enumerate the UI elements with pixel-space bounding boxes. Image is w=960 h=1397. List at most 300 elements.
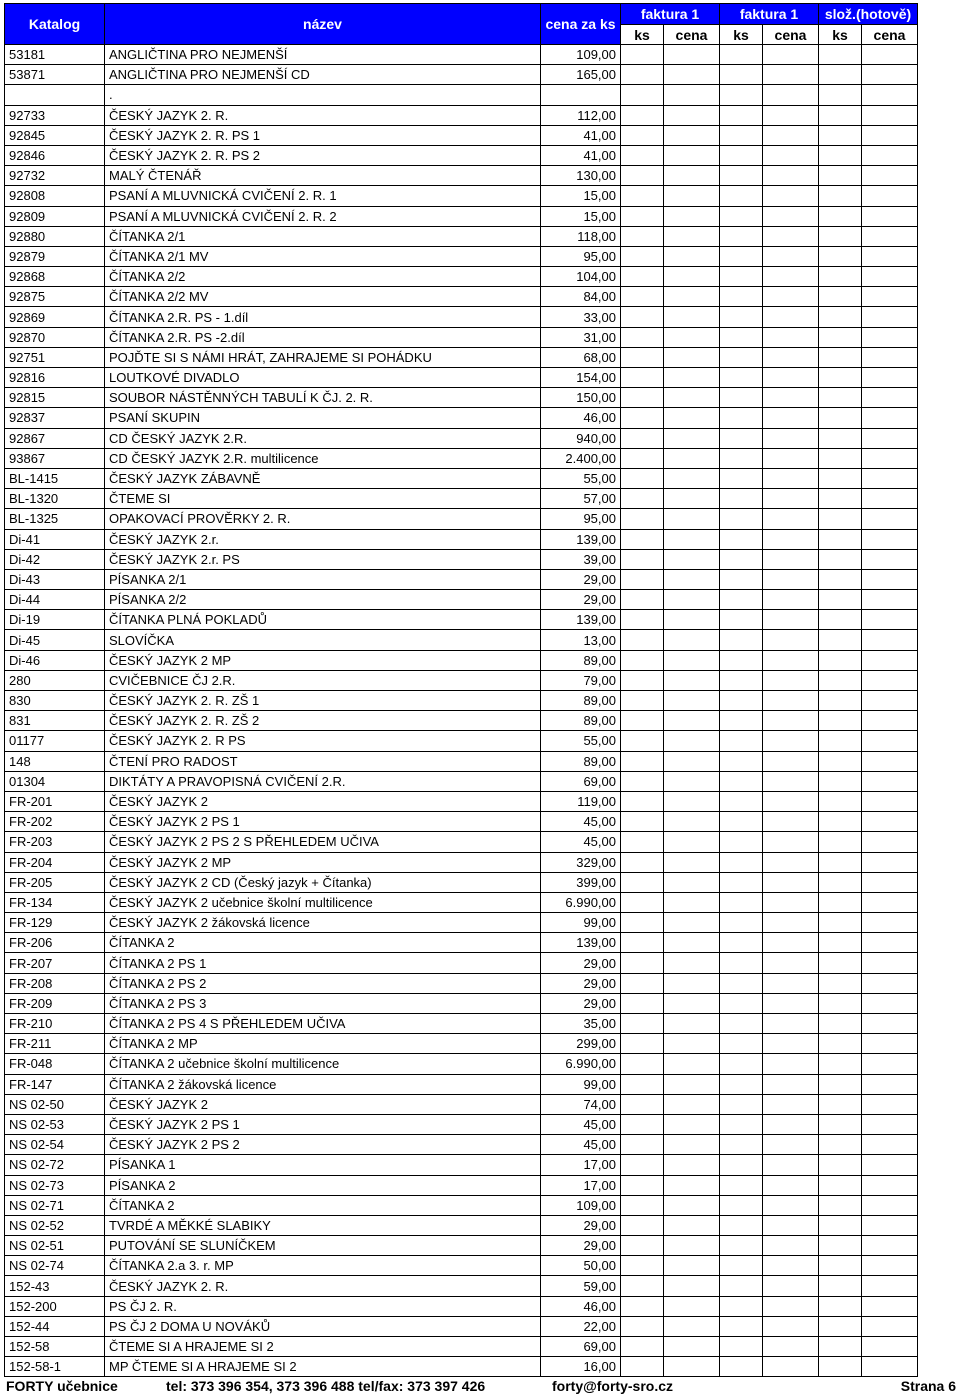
qty-cell[interactable] [621, 1054, 664, 1074]
amount-cell[interactable] [763, 489, 819, 509]
amount-cell[interactable] [664, 892, 720, 912]
amount-cell[interactable] [664, 953, 720, 973]
amount-cell[interactable] [763, 267, 819, 287]
amount-cell[interactable] [763, 408, 819, 428]
amount-cell[interactable] [763, 590, 819, 610]
amount-cell[interactable] [763, 1175, 819, 1195]
amount-cell[interactable] [763, 388, 819, 408]
amount-cell[interactable] [862, 751, 918, 771]
qty-cell[interactable] [720, 569, 763, 589]
amount-cell[interactable] [763, 832, 819, 852]
amount-cell[interactable] [862, 1357, 918, 1377]
amount-cell[interactable] [862, 610, 918, 630]
amount-cell[interactable] [862, 368, 918, 388]
amount-cell[interactable] [862, 1296, 918, 1316]
amount-cell[interactable] [763, 933, 819, 953]
qty-cell[interactable] [720, 287, 763, 307]
qty-cell[interactable] [819, 246, 862, 266]
qty-cell[interactable] [720, 65, 763, 85]
amount-cell[interactable] [862, 569, 918, 589]
amount-cell[interactable] [862, 973, 918, 993]
amount-cell[interactable] [664, 569, 720, 589]
qty-cell[interactable] [720, 630, 763, 650]
amount-cell[interactable] [763, 529, 819, 549]
qty-cell[interactable] [720, 388, 763, 408]
qty-cell[interactable] [819, 1074, 862, 1094]
qty-cell[interactable] [720, 246, 763, 266]
qty-cell[interactable] [720, 1074, 763, 1094]
amount-cell[interactable] [862, 388, 918, 408]
amount-cell[interactable] [763, 368, 819, 388]
amount-cell[interactable] [763, 428, 819, 448]
qty-cell[interactable] [819, 1256, 862, 1276]
qty-cell[interactable] [621, 771, 664, 791]
amount-cell[interactable] [763, 1135, 819, 1155]
amount-cell[interactable] [862, 993, 918, 1013]
qty-cell[interactable] [720, 1114, 763, 1134]
qty-cell[interactable] [621, 812, 664, 832]
qty-cell[interactable] [819, 287, 862, 307]
amount-cell[interactable] [763, 791, 819, 811]
amount-cell[interactable] [862, 287, 918, 307]
qty-cell[interactable] [720, 1094, 763, 1114]
qty-cell[interactable] [720, 1135, 763, 1155]
qty-cell[interactable] [621, 872, 664, 892]
qty-cell[interactable] [621, 691, 664, 711]
qty-cell[interactable] [621, 1296, 664, 1316]
qty-cell[interactable] [621, 852, 664, 872]
qty-cell[interactable] [720, 428, 763, 448]
amount-cell[interactable] [862, 852, 918, 872]
amount-cell[interactable] [664, 246, 720, 266]
amount-cell[interactable] [763, 206, 819, 226]
qty-cell[interactable] [621, 226, 664, 246]
amount-cell[interactable] [763, 751, 819, 771]
qty-cell[interactable] [621, 246, 664, 266]
amount-cell[interactable] [664, 105, 720, 125]
qty-cell[interactable] [720, 731, 763, 751]
amount-cell[interactable] [664, 670, 720, 690]
qty-cell[interactable] [819, 751, 862, 771]
amount-cell[interactable] [862, 953, 918, 973]
qty-cell[interactable] [819, 85, 862, 105]
amount-cell[interactable] [664, 791, 720, 811]
qty-cell[interactable] [621, 1074, 664, 1094]
qty-cell[interactable] [819, 933, 862, 953]
amount-cell[interactable] [862, 468, 918, 488]
qty-cell[interactable] [819, 1155, 862, 1175]
amount-cell[interactable] [664, 610, 720, 630]
qty-cell[interactable] [621, 1135, 664, 1155]
amount-cell[interactable] [664, 1296, 720, 1316]
qty-cell[interactable] [621, 569, 664, 589]
amount-cell[interactable] [862, 731, 918, 751]
amount-cell[interactable] [862, 933, 918, 953]
amount-cell[interactable] [664, 125, 720, 145]
amount-cell[interactable] [862, 549, 918, 569]
amount-cell[interactable] [862, 1337, 918, 1357]
amount-cell[interactable] [763, 246, 819, 266]
qty-cell[interactable] [819, 812, 862, 832]
qty-cell[interactable] [819, 973, 862, 993]
qty-cell[interactable] [720, 327, 763, 347]
amount-cell[interactable] [763, 852, 819, 872]
qty-cell[interactable] [621, 590, 664, 610]
amount-cell[interactable] [862, 1195, 918, 1215]
amount-cell[interactable] [763, 913, 819, 933]
amount-cell[interactable] [664, 1175, 720, 1195]
amount-cell[interactable] [862, 509, 918, 529]
amount-cell[interactable] [664, 993, 720, 1013]
qty-cell[interactable] [621, 145, 664, 165]
qty-cell[interactable] [621, 1094, 664, 1114]
qty-cell[interactable] [621, 468, 664, 488]
amount-cell[interactable] [862, 226, 918, 246]
amount-cell[interactable] [763, 872, 819, 892]
amount-cell[interactable] [763, 1316, 819, 1336]
qty-cell[interactable] [819, 1236, 862, 1256]
qty-cell[interactable] [720, 832, 763, 852]
amount-cell[interactable] [763, 1054, 819, 1074]
amount-cell[interactable] [763, 347, 819, 367]
qty-cell[interactable] [819, 448, 862, 468]
qty-cell[interactable] [720, 913, 763, 933]
amount-cell[interactable] [763, 1014, 819, 1034]
amount-cell[interactable] [862, 771, 918, 791]
amount-cell[interactable] [862, 670, 918, 690]
qty-cell[interactable] [720, 408, 763, 428]
qty-cell[interactable] [621, 1195, 664, 1215]
qty-cell[interactable] [720, 307, 763, 327]
amount-cell[interactable] [664, 1135, 720, 1155]
qty-cell[interactable] [819, 1296, 862, 1316]
qty-cell[interactable] [720, 549, 763, 569]
qty-cell[interactable] [819, 1034, 862, 1054]
amount-cell[interactable] [664, 812, 720, 832]
qty-cell[interactable] [720, 670, 763, 690]
amount-cell[interactable] [664, 388, 720, 408]
qty-cell[interactable] [621, 529, 664, 549]
qty-cell[interactable] [819, 327, 862, 347]
amount-cell[interactable] [862, 145, 918, 165]
amount-cell[interactable] [664, 1195, 720, 1215]
qty-cell[interactable] [621, 670, 664, 690]
qty-cell[interactable] [819, 166, 862, 186]
amount-cell[interactable] [664, 408, 720, 428]
qty-cell[interactable] [621, 448, 664, 468]
amount-cell[interactable] [763, 1256, 819, 1276]
amount-cell[interactable] [763, 1114, 819, 1134]
amount-cell[interactable] [664, 226, 720, 246]
qty-cell[interactable] [819, 65, 862, 85]
amount-cell[interactable] [862, 1054, 918, 1074]
amount-cell[interactable] [763, 892, 819, 912]
amount-cell[interactable] [763, 307, 819, 327]
qty-cell[interactable] [819, 852, 862, 872]
qty-cell[interactable] [819, 650, 862, 670]
amount-cell[interactable] [862, 1014, 918, 1034]
amount-cell[interactable] [862, 45, 918, 65]
qty-cell[interactable] [819, 509, 862, 529]
amount-cell[interactable] [862, 650, 918, 670]
qty-cell[interactable] [720, 852, 763, 872]
qty-cell[interactable] [621, 913, 664, 933]
amount-cell[interactable] [862, 65, 918, 85]
qty-cell[interactable] [819, 731, 862, 751]
qty-cell[interactable] [720, 1337, 763, 1357]
amount-cell[interactable] [763, 65, 819, 85]
amount-cell[interactable] [862, 1276, 918, 1296]
qty-cell[interactable] [720, 105, 763, 125]
amount-cell[interactable] [664, 1337, 720, 1357]
qty-cell[interactable] [720, 1296, 763, 1316]
amount-cell[interactable] [664, 186, 720, 206]
amount-cell[interactable] [763, 731, 819, 751]
qty-cell[interactable] [720, 711, 763, 731]
qty-cell[interactable] [621, 791, 664, 811]
qty-cell[interactable] [621, 1155, 664, 1175]
amount-cell[interactable] [862, 1215, 918, 1235]
qty-cell[interactable] [819, 1175, 862, 1195]
amount-cell[interactable] [664, 489, 720, 509]
amount-cell[interactable] [664, 1256, 720, 1276]
amount-cell[interactable] [664, 852, 720, 872]
qty-cell[interactable] [819, 1054, 862, 1074]
qty-cell[interactable] [621, 973, 664, 993]
amount-cell[interactable] [664, 872, 720, 892]
qty-cell[interactable] [621, 509, 664, 529]
amount-cell[interactable] [664, 287, 720, 307]
qty-cell[interactable] [720, 186, 763, 206]
amount-cell[interactable] [862, 630, 918, 650]
qty-cell[interactable] [720, 590, 763, 610]
amount-cell[interactable] [763, 1357, 819, 1377]
amount-cell[interactable] [664, 650, 720, 670]
amount-cell[interactable] [862, 85, 918, 105]
qty-cell[interactable] [720, 267, 763, 287]
qty-cell[interactable] [720, 1236, 763, 1256]
amount-cell[interactable] [664, 549, 720, 569]
amount-cell[interactable] [862, 166, 918, 186]
qty-cell[interactable] [621, 105, 664, 125]
amount-cell[interactable] [763, 1276, 819, 1296]
qty-cell[interactable] [819, 105, 862, 125]
qty-cell[interactable] [819, 892, 862, 912]
qty-cell[interactable] [621, 45, 664, 65]
amount-cell[interactable] [664, 85, 720, 105]
amount-cell[interactable] [664, 1155, 720, 1175]
amount-cell[interactable] [763, 1155, 819, 1175]
qty-cell[interactable] [621, 428, 664, 448]
amount-cell[interactable] [862, 1256, 918, 1276]
qty-cell[interactable] [819, 590, 862, 610]
qty-cell[interactable] [819, 267, 862, 287]
amount-cell[interactable] [664, 368, 720, 388]
qty-cell[interactable] [720, 226, 763, 246]
amount-cell[interactable] [763, 610, 819, 630]
amount-cell[interactable] [862, 812, 918, 832]
qty-cell[interactable] [621, 953, 664, 973]
amount-cell[interactable] [664, 711, 720, 731]
qty-cell[interactable] [720, 1276, 763, 1296]
qty-cell[interactable] [720, 751, 763, 771]
qty-cell[interactable] [819, 791, 862, 811]
amount-cell[interactable] [664, 913, 720, 933]
amount-cell[interactable] [664, 590, 720, 610]
qty-cell[interactable] [819, 226, 862, 246]
qty-cell[interactable] [819, 1215, 862, 1235]
qty-cell[interactable] [621, 1014, 664, 1034]
qty-cell[interactable] [720, 1175, 763, 1195]
amount-cell[interactable] [763, 711, 819, 731]
amount-cell[interactable] [664, 1034, 720, 1054]
amount-cell[interactable] [763, 650, 819, 670]
amount-cell[interactable] [664, 1094, 720, 1114]
amount-cell[interactable] [664, 267, 720, 287]
amount-cell[interactable] [862, 489, 918, 509]
qty-cell[interactable] [720, 45, 763, 65]
qty-cell[interactable] [720, 1014, 763, 1034]
amount-cell[interactable] [862, 1316, 918, 1336]
qty-cell[interactable] [720, 610, 763, 630]
amount-cell[interactable] [763, 448, 819, 468]
amount-cell[interactable] [763, 145, 819, 165]
qty-cell[interactable] [621, 832, 664, 852]
qty-cell[interactable] [621, 408, 664, 428]
qty-cell[interactable] [621, 1114, 664, 1134]
amount-cell[interactable] [763, 1034, 819, 1054]
amount-cell[interactable] [664, 1074, 720, 1094]
qty-cell[interactable] [720, 973, 763, 993]
qty-cell[interactable] [819, 610, 862, 630]
qty-cell[interactable] [819, 691, 862, 711]
amount-cell[interactable] [862, 448, 918, 468]
qty-cell[interactable] [621, 1316, 664, 1336]
qty-cell[interactable] [819, 489, 862, 509]
amount-cell[interactable] [862, 307, 918, 327]
qty-cell[interactable] [720, 1034, 763, 1054]
amount-cell[interactable] [664, 751, 720, 771]
qty-cell[interactable] [819, 1135, 862, 1155]
amount-cell[interactable] [763, 1236, 819, 1256]
qty-cell[interactable] [819, 368, 862, 388]
amount-cell[interactable] [664, 731, 720, 751]
amount-cell[interactable] [664, 1316, 720, 1336]
amount-cell[interactable] [664, 65, 720, 85]
amount-cell[interactable] [763, 226, 819, 246]
amount-cell[interactable] [664, 832, 720, 852]
qty-cell[interactable] [720, 448, 763, 468]
amount-cell[interactable] [664, 771, 720, 791]
qty-cell[interactable] [819, 1316, 862, 1336]
amount-cell[interactable] [763, 993, 819, 1013]
amount-cell[interactable] [862, 590, 918, 610]
qty-cell[interactable] [819, 670, 862, 690]
amount-cell[interactable] [664, 428, 720, 448]
qty-cell[interactable] [819, 993, 862, 1013]
amount-cell[interactable] [664, 347, 720, 367]
qty-cell[interactable] [819, 832, 862, 852]
qty-cell[interactable] [621, 85, 664, 105]
qty-cell[interactable] [819, 468, 862, 488]
amount-cell[interactable] [862, 832, 918, 852]
amount-cell[interactable] [763, 1215, 819, 1235]
amount-cell[interactable] [862, 347, 918, 367]
qty-cell[interactable] [819, 529, 862, 549]
qty-cell[interactable] [720, 468, 763, 488]
qty-cell[interactable] [621, 1337, 664, 1357]
amount-cell[interactable] [664, 327, 720, 347]
amount-cell[interactable] [664, 145, 720, 165]
amount-cell[interactable] [862, 1175, 918, 1195]
qty-cell[interactable] [720, 125, 763, 145]
qty-cell[interactable] [819, 630, 862, 650]
qty-cell[interactable] [720, 529, 763, 549]
amount-cell[interactable] [664, 1114, 720, 1134]
qty-cell[interactable] [621, 307, 664, 327]
qty-cell[interactable] [720, 872, 763, 892]
amount-cell[interactable] [664, 529, 720, 549]
amount-cell[interactable] [763, 670, 819, 690]
qty-cell[interactable] [819, 206, 862, 226]
amount-cell[interactable] [763, 1337, 819, 1357]
qty-cell[interactable] [621, 549, 664, 569]
qty-cell[interactable] [720, 1054, 763, 1074]
amount-cell[interactable] [763, 953, 819, 973]
qty-cell[interactable] [720, 166, 763, 186]
qty-cell[interactable] [621, 368, 664, 388]
qty-cell[interactable] [819, 872, 862, 892]
amount-cell[interactable] [763, 105, 819, 125]
amount-cell[interactable] [664, 509, 720, 529]
qty-cell[interactable] [621, 1034, 664, 1054]
qty-cell[interactable] [621, 731, 664, 751]
amount-cell[interactable] [862, 186, 918, 206]
amount-cell[interactable] [763, 85, 819, 105]
amount-cell[interactable] [862, 408, 918, 428]
qty-cell[interactable] [720, 368, 763, 388]
qty-cell[interactable] [819, 347, 862, 367]
qty-cell[interactable] [621, 267, 664, 287]
qty-cell[interactable] [819, 953, 862, 973]
qty-cell[interactable] [720, 1195, 763, 1215]
qty-cell[interactable] [621, 186, 664, 206]
qty-cell[interactable] [720, 347, 763, 367]
qty-cell[interactable] [621, 892, 664, 912]
amount-cell[interactable] [763, 973, 819, 993]
amount-cell[interactable] [664, 1054, 720, 1074]
qty-cell[interactable] [819, 1276, 862, 1296]
qty-cell[interactable] [720, 1316, 763, 1336]
qty-cell[interactable] [621, 287, 664, 307]
qty-cell[interactable] [621, 610, 664, 630]
qty-cell[interactable] [819, 145, 862, 165]
qty-cell[interactable] [819, 549, 862, 569]
amount-cell[interactable] [763, 327, 819, 347]
amount-cell[interactable] [763, 691, 819, 711]
amount-cell[interactable] [862, 1236, 918, 1256]
amount-cell[interactable] [763, 812, 819, 832]
qty-cell[interactable] [621, 993, 664, 1013]
amount-cell[interactable] [664, 933, 720, 953]
amount-cell[interactable] [862, 872, 918, 892]
amount-cell[interactable] [664, 1014, 720, 1034]
amount-cell[interactable] [862, 711, 918, 731]
amount-cell[interactable] [763, 186, 819, 206]
amount-cell[interactable] [862, 1155, 918, 1175]
qty-cell[interactable] [819, 913, 862, 933]
qty-cell[interactable] [720, 206, 763, 226]
